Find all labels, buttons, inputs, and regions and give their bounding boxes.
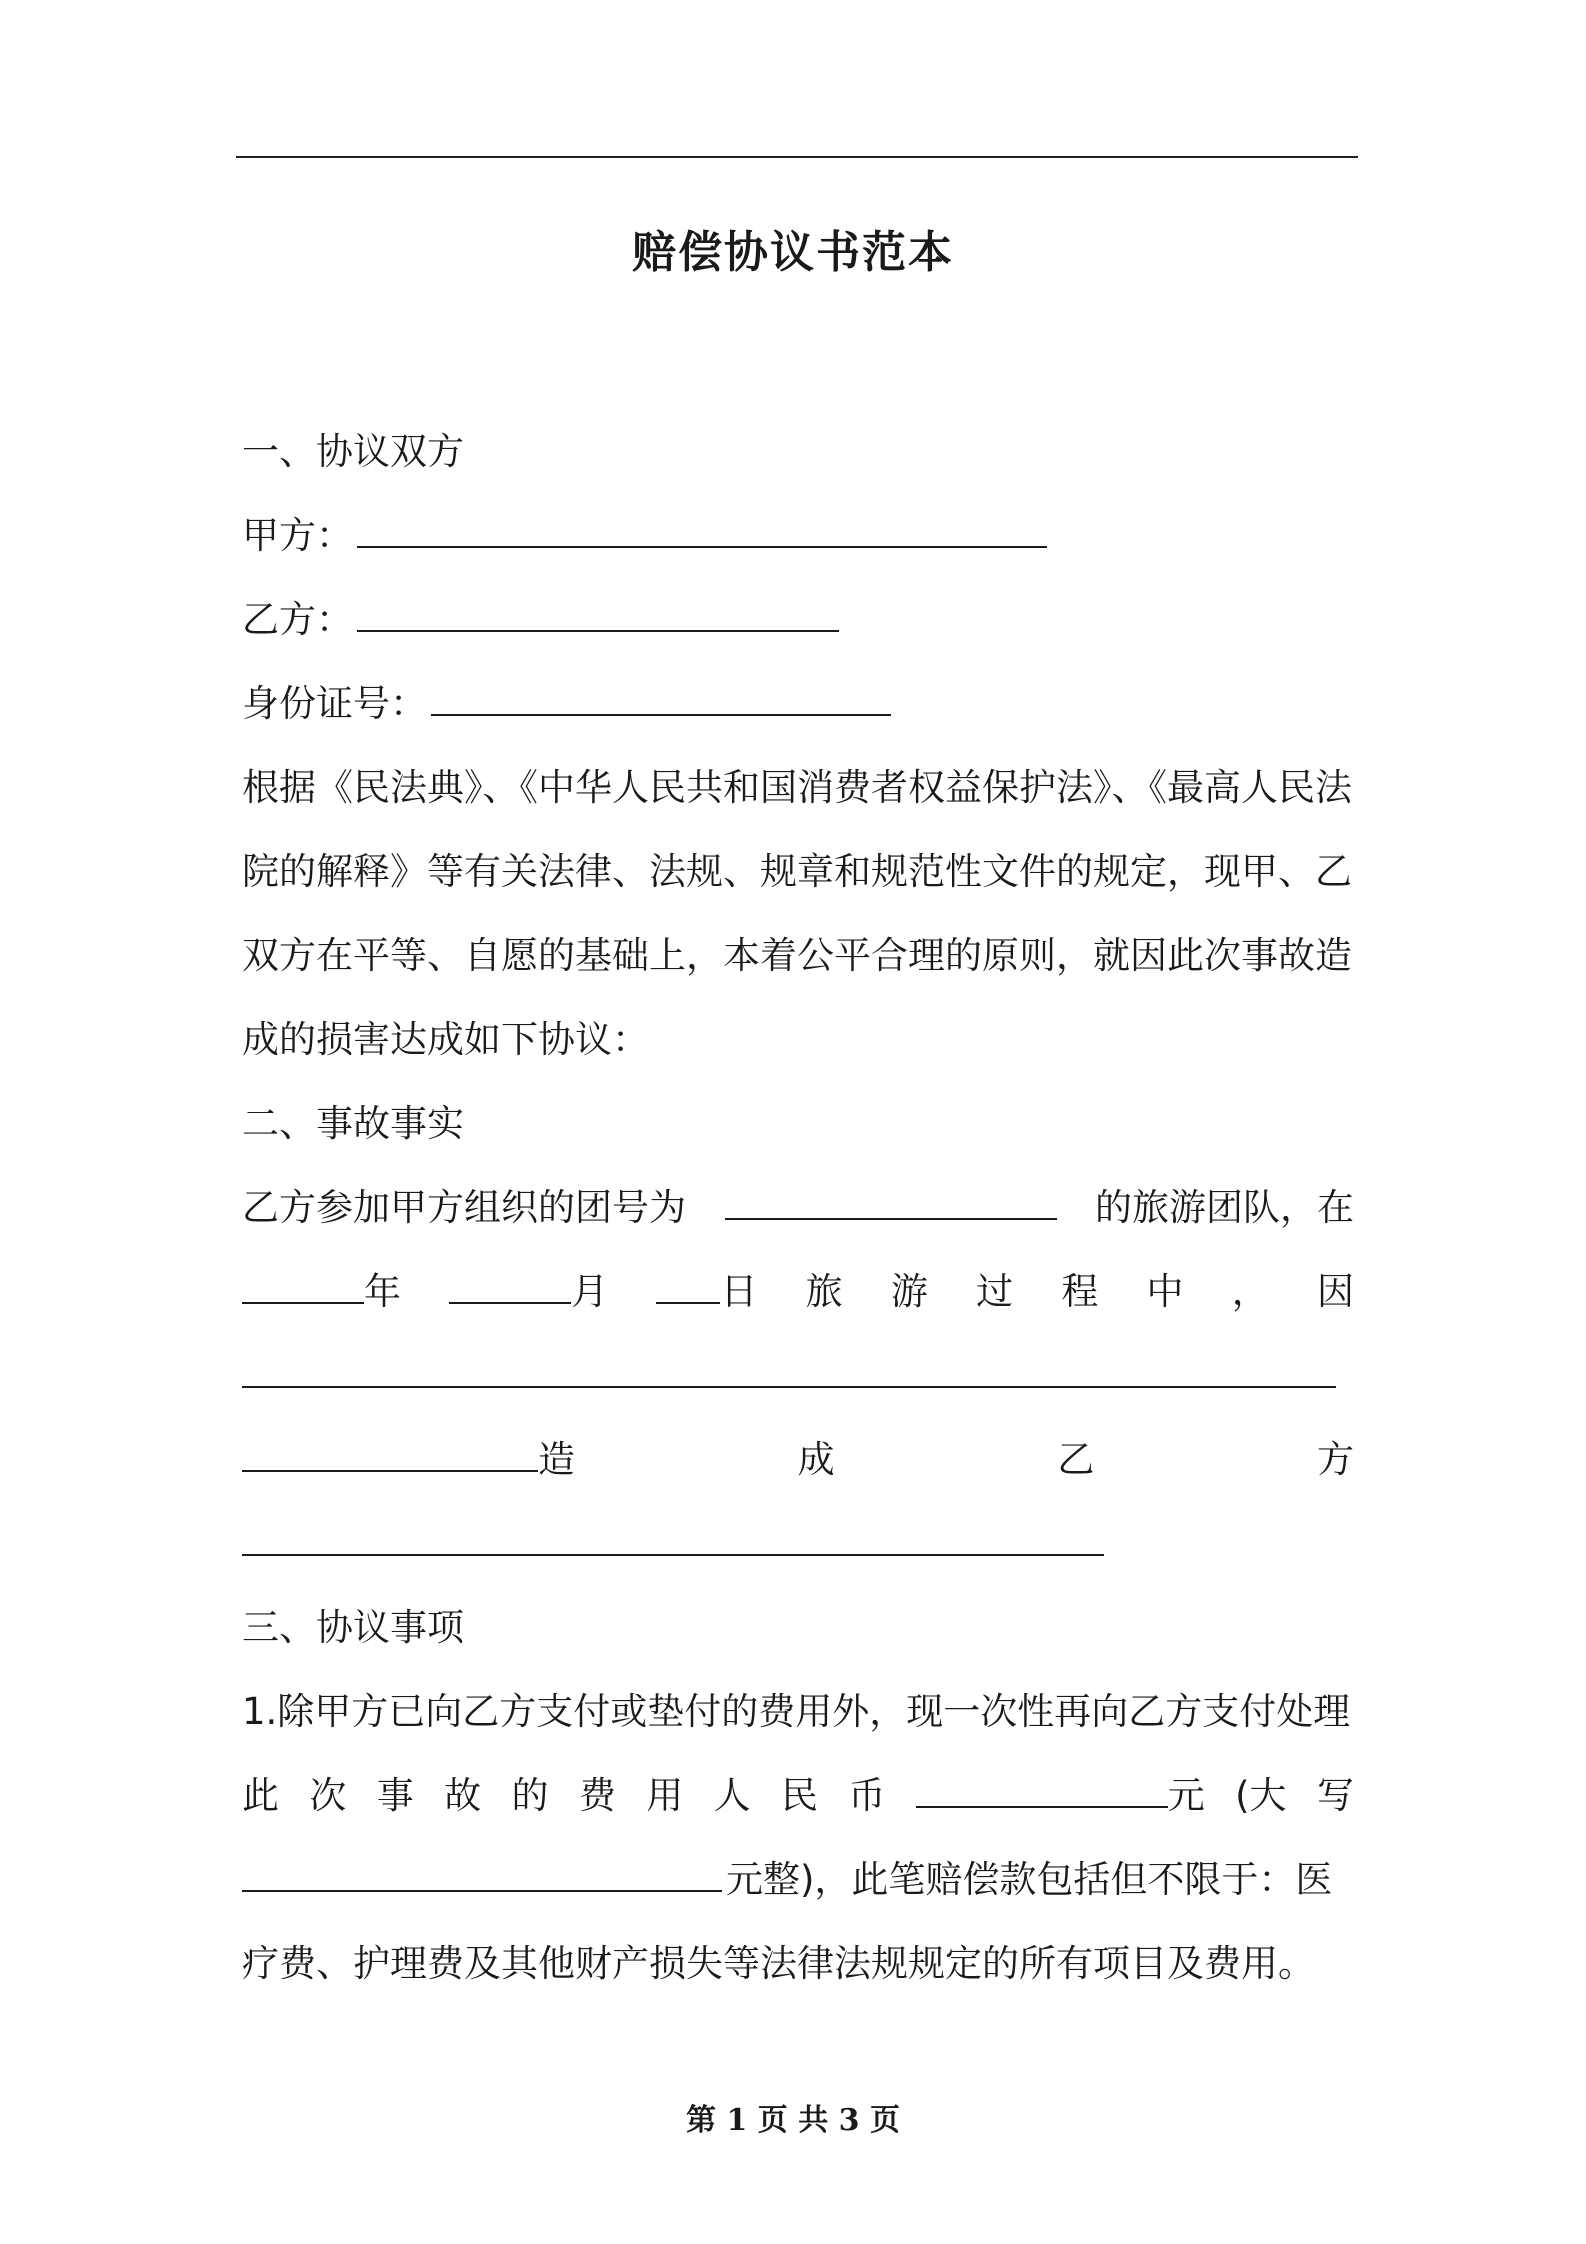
word-4: 旅: [805, 1270, 843, 1313]
accident-line-5: [242, 1502, 1354, 1586]
id-number-row: [242, 662, 1354, 746]
word-yong: 用: [646, 1774, 684, 1817]
word-ci: 此: [242, 1774, 279, 1817]
amount-words-blank[interactable]: [242, 1850, 722, 1892]
accident-cause-blank-2[interactable]: [242, 1430, 538, 1472]
party-a-label: 甲方：: [242, 514, 353, 557]
id-number-blank[interactable]: [431, 674, 891, 716]
word-8: 中: [1146, 1270, 1184, 1313]
intro-line-3: 双方在平等、自愿的基础上，本着公平合理的原则，就因此次事故造: [242, 934, 1352, 977]
word-bi: 币: [848, 1774, 886, 1817]
word-month: 月: [571, 1270, 609, 1313]
accident-line-1: [242, 1166, 1354, 1250]
page-footer: 第 1 页 共 3 页: [686, 2103, 900, 2138]
section-2-heading: 二、事故事实: [242, 1102, 464, 1145]
intro-line-1: 根据《民法典》、《中华人民共和国消费者权益保护法》、《最高人民法: [242, 766, 1352, 809]
word-fang: 方: [1316, 1438, 1354, 1481]
word-daxie: (大: [1235, 1774, 1287, 1817]
damage-blank[interactable]: [242, 1514, 1104, 1556]
section-3-heading: 三、协议事项: [242, 1606, 464, 1649]
word-9: ，: [1231, 1270, 1269, 1313]
section-1-heading: 一、协议双方: [242, 430, 464, 473]
accident-line-3: [242, 1334, 1354, 1418]
word-5: 游: [890, 1270, 928, 1313]
party-a-blank[interactable]: [357, 506, 1047, 548]
word-yuan: 元: [1167, 1774, 1205, 1817]
word-year: 年: [364, 1270, 401, 1313]
document-title: 赔偿协议书范本: [632, 227, 954, 278]
item1-line-2: [242, 1754, 1354, 1838]
intro-line-4: 成的损害达成如下协议：: [242, 1018, 649, 1061]
word-gu: 故: [444, 1774, 482, 1817]
header-rule: [236, 156, 1358, 158]
word-ren: 人: [713, 1774, 751, 1817]
day-blank[interactable]: [656, 1262, 720, 1304]
word-de: 的: [511, 1774, 549, 1817]
accident-line-1-after: 的旅游团队，在: [1095, 1186, 1354, 1229]
word-6: 过: [976, 1270, 1014, 1313]
item1-line-1: 1.除甲方已向乙方支付或垫付的费用外，现一次性再向乙方支付处理: [242, 1690, 1351, 1733]
accident-line-2: [242, 1250, 1354, 1334]
word-fei: 费: [578, 1774, 616, 1817]
word-ci2: 次: [309, 1774, 347, 1817]
party-b-label: 乙方：: [242, 598, 353, 641]
word-yi: 乙: [1057, 1438, 1095, 1481]
word-10: 因: [1316, 1270, 1354, 1313]
document-body: [242, 410, 1354, 2006]
word-xie: 写: [1316, 1774, 1354, 1817]
word-cheng: 成: [797, 1438, 835, 1481]
id-number-label: 身份证号：: [242, 682, 427, 725]
accident-line-1-before: 乙方参加甲方组织的团号为: [242, 1186, 686, 1229]
accident-line-4: [242, 1418, 1354, 1502]
item1-line-3: [242, 1838, 1354, 1922]
item1-line-4: 疗费、护理费及其他财产损失等法律法规规定的所有项目及费用。: [242, 1942, 1315, 1985]
word-shi: 事: [376, 1774, 414, 1817]
word-zao: 造: [538, 1438, 575, 1481]
word-7: 程: [1061, 1270, 1099, 1313]
year-blank[interactable]: [242, 1262, 364, 1304]
party-a-row: [242, 494, 1354, 578]
accident-cause-blank[interactable]: [242, 1346, 1336, 1388]
tour-group-number-blank[interactable]: [725, 1178, 1057, 1220]
intro-line-2: 院的解释》等有关法律、法规、规章和规范性文件的规定，现甲、乙: [242, 850, 1352, 893]
item1-line-3-after: 元整)，此笔赔偿款包括但不限于：医: [726, 1858, 1333, 1901]
party-b-row: [242, 578, 1354, 662]
month-blank[interactable]: [449, 1262, 571, 1304]
word-day: 日: [720, 1270, 758, 1313]
word-min: 民: [781, 1774, 818, 1817]
amount-numeric-blank[interactable]: [916, 1766, 1168, 1808]
party-b-blank[interactable]: [357, 590, 839, 632]
